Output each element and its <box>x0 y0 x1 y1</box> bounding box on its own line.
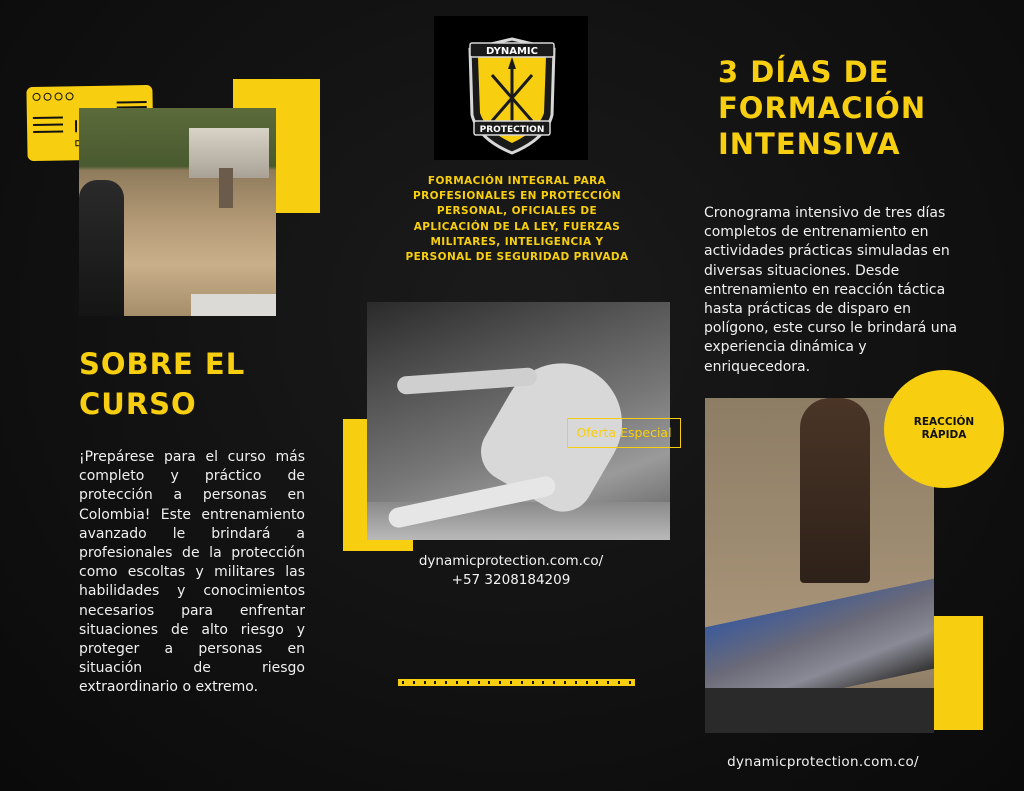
decorative-divider-bar <box>398 679 635 686</box>
special-offer-label[interactable]: Oferta Especial <box>567 418 681 448</box>
about-course-body: ¡Prepárese para el curso más completo y práctico de protección a personas en Colombia! Este entrenamiento avanzado le brindará a profesionales de la protección como escoltas y militares las habilidades y conocimientos necesarios para enfrentar situaciones de alto riesgo y proteger a personas en situación de riesgo extraordinario o extremo. <box>79 449 305 696</box>
intensive-training-body: Cronograma intensivo de tres días completos de entrenamiento en actividades prácticas simuladas en diversas situaciones. Desde entrenamiento en reacción táctica hasta prácticas de disparo en polígono, este curso le brindará una experiencia dinámica y enriquecedora. <box>704 205 958 375</box>
shooting-range-photo <box>79 108 276 316</box>
quick-reaction-badge: REACCIÓN RÁPIDA <box>884 370 1004 488</box>
center-phone-number[interactable]: +57 3208184209 <box>451 572 571 588</box>
about-course-title: SOBRE EL CURSO <box>79 347 246 421</box>
center-tagline: FORMACIÓN INTEGRAL PARA PROFESIONALES EN PROTECCIÓN PERSONAL, OFICIALES DE APLICACIÓN DE LA LEY, FUERZAS MILITARES, INTELIGENCIA Y PERSONAL DE SEGURIDAD PRIVADA <box>405 175 629 264</box>
logo-bottom-text: PROTECTION <box>479 125 545 135</box>
logo-top-text: DYNAMIC <box>486 46 538 57</box>
intensive-training-title: 3 DÍAS DE FORMACIÓN INTENSIVA <box>718 55 927 161</box>
dynamic-protection-logo <box>466 35 558 155</box>
right-website-link[interactable]: dynamicprotection.com.co/ <box>727 754 919 770</box>
center-website-link[interactable]: dynamicprotection.com.co/ <box>418 553 604 569</box>
